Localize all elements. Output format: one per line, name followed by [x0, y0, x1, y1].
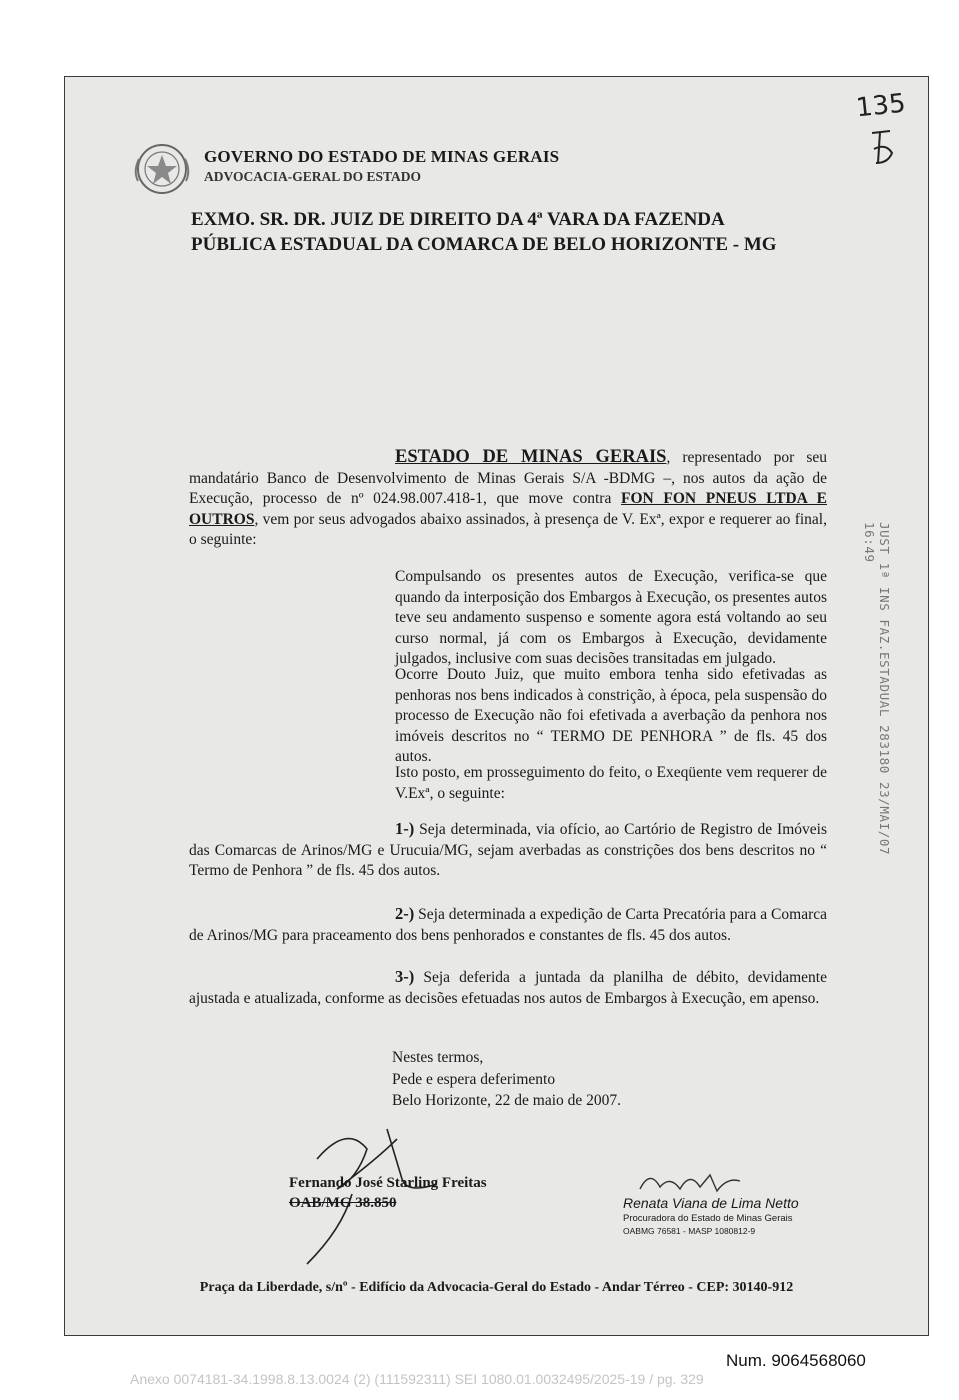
addressee-line-2: PÚBLICA ESTADUAL DA COMARCA DE BELO HORIZONTE - MG: [191, 234, 777, 255]
signatory-1-name: Fernando José Starling Freitas: [289, 1175, 487, 1191]
closing-line-2: Pede e espera deferimento: [392, 1070, 556, 1088]
signature-2-scribble: [635, 1167, 745, 1197]
request-1-number: 1-): [395, 819, 415, 838]
intro-text-1: , representado por seu mandatário Banco de Desenvolvimento de Minas Gerais S/A -BDMG –, nos autos da ação de Execução, processo de nº 024.98.007.418-1, que move contra: [189, 449, 827, 507]
org-name: GOVERNO DO ESTADO DE MINAS GERAIS: [204, 147, 560, 166]
signatory-1-oab: OAB/MG 38.850: [289, 1195, 397, 1211]
signatory-2-name: Renata Viana de Lima Netto: [623, 1195, 799, 1211]
request-2-text: Seja determinada a expedição de Carta Precatória para a Comarca de Arinos/MG para praceamento dos bens penhorados e constantes de fls. 45 dos autos.: [189, 906, 827, 944]
paragraph-1-text: Compulsando os presentes autos de Execução, verifica-se que quando da interposição dos Embargos à Execução, os presentes autos teve seu andamento suspenso e somente agora está voltando ao seu curso normal, já com os Embargos à Execução, devidamente julgados, inclusive com suas decisões transitadas em julgado.: [395, 568, 827, 667]
paragraph-2: [189, 665, 827, 768]
court-receipt-stamp: JUST 1ª INS FAZ.ESTADUAL 283180 23/MAI/07 16:49: [862, 522, 892, 856]
letterhead: [204, 147, 559, 185]
page-stamp-number: 135: [854, 88, 908, 124]
request-3-text: Seja deferida a juntada da planilha de débito, devidamente ajustada e atualizada, conforme as decisões efetuadas nos autos de Embargos à Execução, em apenso.: [189, 969, 827, 1007]
plaintiff-name: ESTADO DE MINAS GERAIS: [395, 447, 667, 467]
signatory-1: [289, 1173, 487, 1213]
signatory-2-registration: OABMG 76581 - MASP 1080812-9: [623, 1226, 756, 1236]
addressee-line-1: EXMO. SR. DR. JUIZ DE DIREITO DA 4ª VARA DA FAZENDA: [191, 209, 725, 230]
addressee: [191, 207, 831, 257]
org-subtitle: ADVOCACIA-GERAL DO ESTADO: [204, 169, 422, 184]
paragraph-3: [189, 763, 827, 804]
closing-block: [392, 1047, 621, 1112]
closing-date: Belo Horizonte, 22 de maio de 2007.: [392, 1092, 622, 1109]
request-2: [189, 904, 827, 946]
paragraph-1: [189, 567, 827, 670]
letterhead-footer: Praça da Liberdade, s/nº - Edifício da Advocacia-Geral do Estado - Andar Térreo - CEP: 30140-912: [199, 1280, 794, 1295]
state-seal-icon: [129, 141, 195, 197]
intro-text-2: , vem por seus advogados abaixo assinados, à presença de V. Exª, expor e requerer ao final, o seguinte:: [189, 510, 827, 548]
signatory-2-role: Procuradora do Estado de Minas Gerais: [623, 1213, 793, 1224]
request-3-number: 3-): [395, 967, 415, 986]
request-1-text: Seja determinada, via ofício, ao Cartório de Registro de Imóveis das Comarcas de Arinos/MG e Urucuia/MG, sejam averbadas as constrições dos bens descritos no “ Termo de Penhora ” de fls. 45 dos autos.: [189, 821, 827, 879]
paragraph-3-text: Isto posto, em prosseguimento do feito, o Exeqüente vem requerer de V.Exª, o seguinte:: [395, 764, 827, 802]
request-3: [189, 967, 827, 1009]
signatory-2: [623, 1195, 799, 1236]
defendant-name: FON FON PNEUS LTDA E OUTROS: [189, 490, 827, 528]
document-number: Num. 9064568060: [726, 1351, 866, 1370]
closing-line-1: Nestes termos,: [392, 1049, 484, 1066]
request-2-number: 2-): [395, 904, 415, 923]
request-1: [189, 819, 827, 882]
paragraph-2-text: Ocorre Douto Juiz, que muito embora tenha sido efetivadas as penhoras nos bens indicados à constrição, à época, pela suspensão do processo de Execução não foi efetivada a averbação da penhora nos imóveis descritos no “ TERMO DE PENHORA ” de fls. 45 dos autos.: [395, 666, 827, 765]
intro-paragraph: [189, 447, 827, 551]
handwritten-mark-icon: [868, 129, 898, 169]
scanned-page: [64, 76, 929, 1336]
annex-reference: Anexo 0074181-34.1998.8.13.0024 (2) (111592311) SEI 1080.01.0032495/2025-19 / pg. 329: [130, 1371, 704, 1387]
